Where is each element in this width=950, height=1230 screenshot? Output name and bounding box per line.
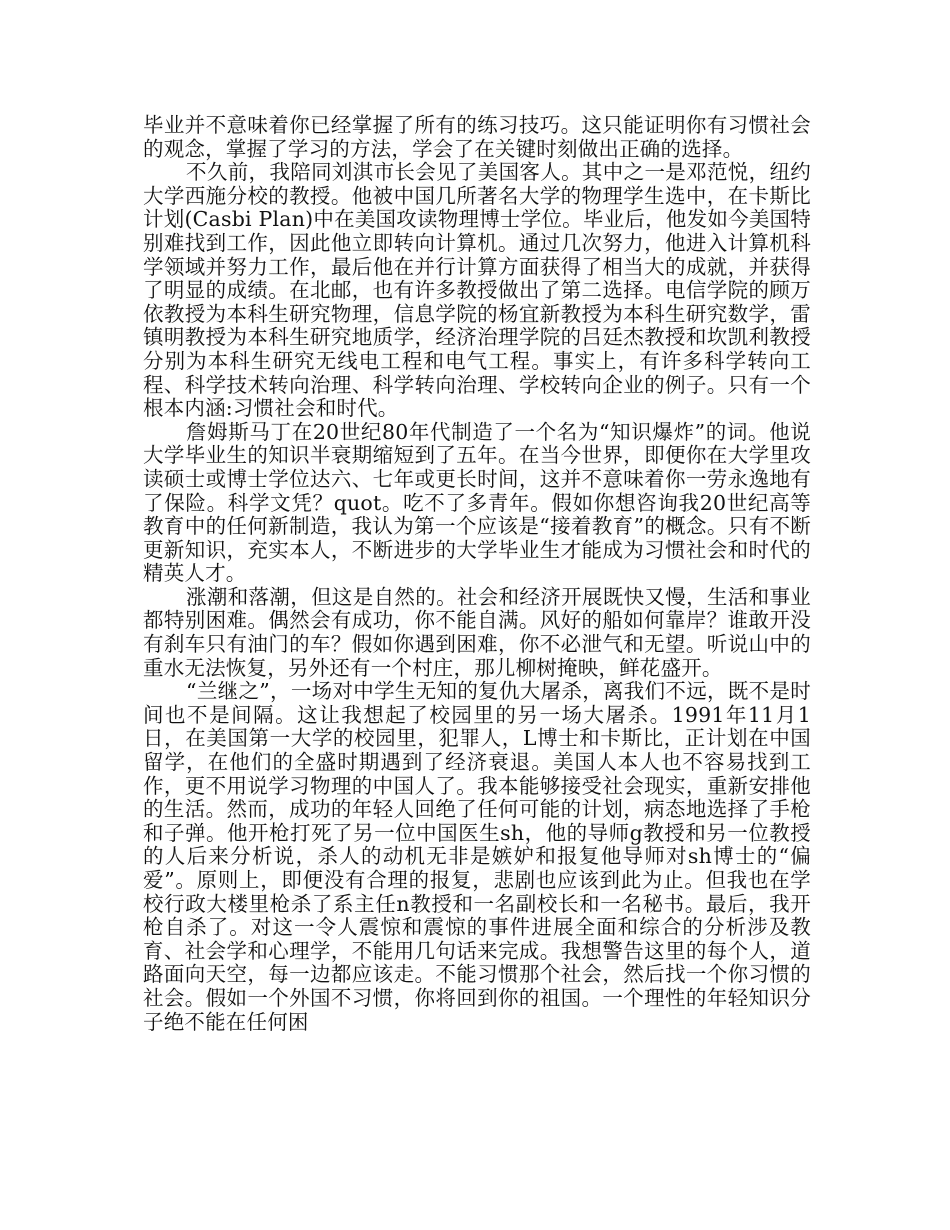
paragraph-5: “兰继之”，一场对中学生无知的复仇大屠杀，离我们不远，既不是时间也不是间隔。这让我想起了校园里的另一场大屠杀。1991年11月1日，在美国第一大学的校园里，犯罪人，L博士和卡斯比，正计划在中国留学，在他们的全盛时期遇到了经济衰退。美国人本人也不容易找到工作，更不用说学习物理的中国人了。我本能够接受社会现实，重新安排他的生活。然而，成功的年轻人回绝了任何可能的计划，病态地选择了手枪和子弹。他开枪打死了另一位中国医生sh，他的导师g教授和另一位教授的人后来分析说，杀人的动机无非是嫉妒和报复他导师对sh博士的“偏爱”。原则上，即便没有合理的报复，悲剧也应该到此为止。但我也在学校行政大楼里枪杀了系主任n教授和一名副校长和一名秘书。最后，我开枪自杀了。对这一令人震惊和震惊的事件进展全面和综合的分析涉及教育、社会学和心理学，不能用几句话来完成。我想警告这里的每个人，道路面向天空，每一边都应该走。不能习惯那个社会，然后找一个你习惯的社会。假如一个外国不习惯，你将回到你的祖国。一个理性的年轻知识分子绝不能在任何困 — [143, 679, 811, 1034]
paragraph-2: 不久前，我陪同刘淇市长会见了美国客人。其中之一是邓范悦，纽约大学西施分校的教授。他被中国几所著名大学的物理学生选中，在卡斯比计划(Casbi Plan)中在美国攻读物理博士学位。毕业后，他发如今美国特别难找到工作，因此他立即转向计算机。通过几次努力，他进入计算机科学领域并努力工作，最后他在并行计算方面获得了相当大的成就，并获得了明显的成绩。在北邮，也有许多教授做出了第二选择。电信学院的顾万依教授为本科生研究物理，信息学院的杨宜新教授为本科生研究数学，雷镇明教授为本科生研究地质学，经济治理学院的吕廷杰教授和坎凯利教授分别为本科生研究无线电工程和电气工程。事实上，有许多科学转向工程、科学技术转向治理、科学转向治理、学校转向企业的例子。只有一个根本内涵:习惯社会和时代。 — [143, 160, 811, 421]
paragraph-3: 詹姆斯马丁在20世纪80年代制造了一个名为“知识爆炸”的词。他说大学毕业生的知识半衰期缩短到了五年。在当今世界，即便你在大学里攻读硕士或博士学位达六、七年或更长时间，这并不意味着你一劳永逸地有了保险。科学文凭？quot。吃不了多青年。假如你想咨询我20世纪高等教育中的任何新制造，我认为第一个应该是“接着教育”的概念。只有不断更新知识，充实本人，不断进步的大学毕业生才能成为习惯社会和时代的精英人才。 — [143, 419, 811, 586]
paragraph-4: 涨潮和落潮，但这是自然的。社会和经济开展既快又慢，生活和事业都特别困难。偶然会有成功，你不能自满。风好的船如何靠岸？谁敢开没有刹车只有油门的车？假如你遇到困难，你不必泄气和无望。听说山中的重水无法恢复，另外还有一个村庄，那儿柳树掩映，鲜花盛开。 — [143, 584, 811, 680]
paragraph-1: 毕业并不意味着你已经掌握了所有的练习技巧。这只能证明你有习惯社会的观念，掌握了学习的方法，学会了在关键时刻做出正确的选择。 — [143, 113, 811, 161]
document-body — [143, 114, 811, 1034]
